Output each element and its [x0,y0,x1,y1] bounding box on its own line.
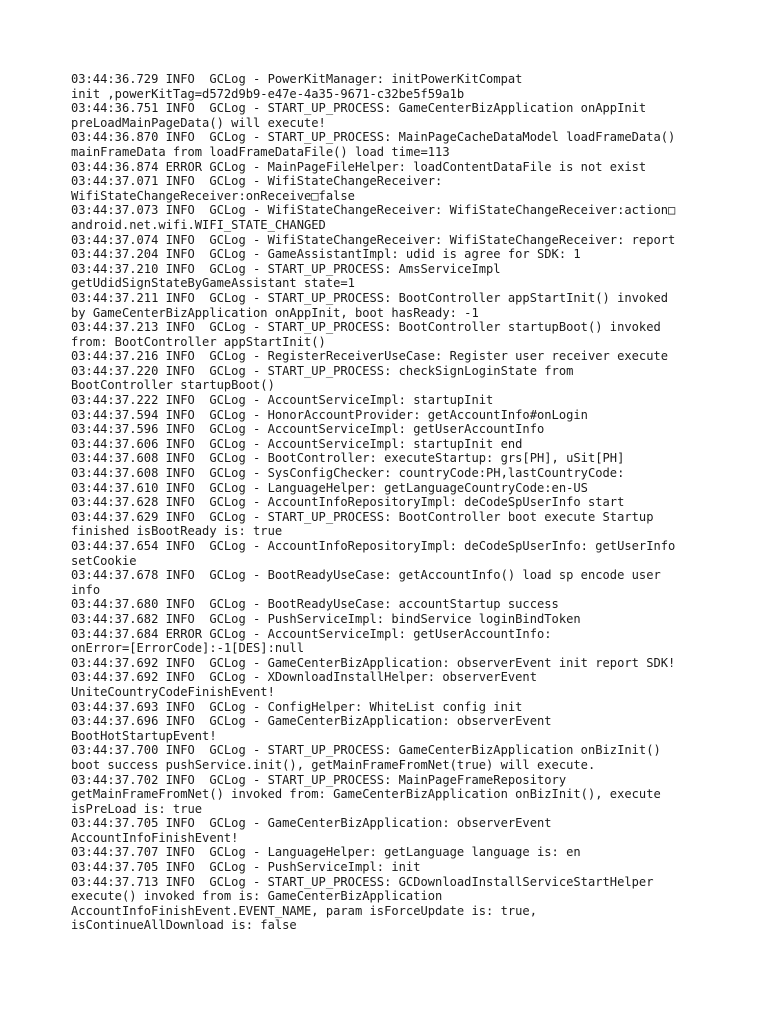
log-line: 03:44:37.216 INFO GCLog - RegisterReceiverUseCase: Register user receiver execute [71,349,669,364]
log-line: 03:44:37.608 INFO GCLog - SysConfigChecker: countryCode:PH,lastCountryCode: [71,466,625,481]
log-line: 03:44:36.729 INFO GCLog - PowerKitManager: initPowerKitCompat [71,72,523,86]
log-line: 03:44:37.682 INFO GCLog - PushServiceImpl: bindService loginBindToken [71,611,581,626]
log-line: 03:44:37.074 INFO GCLog - WifiStateChangeReceiver: WifiStateChangeReceiver: report [71,232,676,247]
log-line: preLoadMainPageData() will execute! [71,115,326,130]
log-line: 03:44:37.705 INFO GCLog - PushServiceImpl: init [71,860,421,875]
log-line: getMainFrameFromNet() invoked from: GameCenterBizApplication onBizInit(), execute [71,787,661,802]
log-line: 03:44:37.700 INFO GCLog - START_UP_PROCESS: GameCenterBizApplication onBizInit() [71,743,661,758]
log-line: 03:44:37.684 ERROR GCLog - AccountServiceImpl: getUserAccountInfo: [71,626,552,641]
log-line: 03:44:37.696 INFO GCLog - GameCenterBizApplication: observerEvent [71,714,552,729]
log-line: 03:44:37.707 INFO GCLog - LanguageHelper: getLanguage language is: en [71,845,581,860]
log-line: 03:44:37.213 INFO GCLog - START_UP_PROCESS: BootController startupBoot() invoked [71,320,661,335]
log-line: 03:44:37.628 INFO GCLog - AccountInfoRepositoryImpl: deCodeSpUserInfo start [71,495,625,510]
log-line: 03:44:37.610 INFO GCLog - LanguageHelper: getLanguageCountryCode:en-US [71,480,588,495]
log-line: 03:44:37.692 INFO GCLog - XDownloadInstallHelper: observerEvent [71,670,537,685]
log-line: BootHotStartupEvent! [71,728,217,743]
log-line: info [71,582,101,597]
log-line: 03:44:37.713 INFO GCLog - START_UP_PROCESS: GCDownloadInstallServiceStartHelper [71,874,654,889]
log-line: init ,powerKitTag=d572d9b9-e47e-4a35-9671-c32be5f59a1b [71,86,465,101]
log-line: finished isBootReady is: true [71,524,283,539]
log-line: by GameCenterBizApplication onAppInit, boot hasReady: -1 [71,305,479,320]
log-line: 03:44:37.594 INFO GCLog - HonorAccountProvider: getAccountInfo#onLogin [71,407,588,422]
log-line: 03:44:37.204 INFO GCLog - GameAssistantImpl: udid is agree for SDK: 1 [71,247,581,262]
log-line: 03:44:37.680 INFO GCLog - BootReadyUseCase: accountStartup success [71,597,559,612]
log-line: 03:44:37.071 INFO GCLog - WifiStateChangeReceiver: [71,174,443,189]
log-line: boot success pushService.init(), getMainFrameFromNet(true) will execute. [71,757,596,772]
log-line: 03:44:36.874 ERROR GCLog - MainPageFileHelper: loadContentDataFile is not exist [71,159,647,174]
log-line: 03:44:37.596 INFO GCLog - AccountServiceImpl: getUserAccountInfo [71,422,545,437]
log-line: 03:44:37.692 INFO GCLog - GameCenterBizApplication: observerEvent init report SDK! [71,655,676,670]
log-line: AccountInfoFinishEvent.EVENT_NAME, param isForceUpdate is: true, [71,903,537,918]
log-line: execute() invoked from is: GameCenterBizApplication [71,889,443,904]
log-line: android.net.wifi.WIFI_STATE_CHANGED [71,217,326,232]
log-line: BootController startupBoot() [71,378,275,393]
log-line: 03:44:37.222 INFO GCLog - AccountServiceImpl: startupInit [71,393,494,408]
log-line: from: BootController appStartInit() [71,334,326,349]
log-text-block [71,72,721,933]
log-line: 03:44:37.608 INFO GCLog - BootController: executeStartup: grs[PH], uSit[PH] [71,451,625,466]
log-line: getUdidSignStateByGameAssistant state=1 [71,276,355,291]
log-line: isContinueAllDownload is: false [71,918,297,933]
log-line: 03:44:37.606 INFO GCLog - AccountServiceImpl: startupInit end [71,436,523,451]
log-line: 03:44:37.702 INFO GCLog - START_UP_PROCESS: MainPageFrameRepository [71,772,567,787]
log-line: WifiStateChangeReceiver:onReceive□false [71,188,355,203]
log-line: mainFrameData from loadFrameDataFile() load time=113 [71,144,450,159]
log-line: 03:44:37.211 INFO GCLog - START_UP_PROCESS: BootController appStartInit() invoked [71,290,669,305]
log-line: setCookie [71,553,137,568]
log-line: 03:44:37.705 INFO GCLog - GameCenterBizApplication: observerEvent [71,816,552,831]
log-line: UniteCountryCodeFinishEvent! [71,684,275,699]
log-line: 03:44:37.654 INFO GCLog - AccountInfoRepositoryImpl: deCodeSpUserInfo: getUserInfo [71,539,676,553]
log-line: onError=[ErrorCode]:-1[DES]:null [71,641,304,656]
log-line: 03:44:37.210 INFO GCLog - START_UP_PROCESS: AmsServiceImpl [71,261,501,276]
log-line: 03:44:37.220 INFO GCLog - START_UP_PROCESS: checkSignLoginState from [71,363,574,378]
log-line: 03:44:37.693 INFO GCLog - ConfigHelper: WhiteList config init [71,699,523,714]
log-line: 03:44:37.073 INFO GCLog - WifiStateChangeReceiver: WifiStateChangeReceiver:action□ [71,203,676,218]
log-line: 03:44:37.678 INFO GCLog - BootReadyUseCase: getAccountInfo() load sp encode user [71,568,661,583]
log-line: AccountInfoFinishEvent! [71,830,239,845]
log-line: 03:44:36.751 INFO GCLog - START_UP_PROCESS: GameCenterBizApplication onAppInit [71,101,647,116]
log-line: isPreLoad is: true [71,801,203,816]
log-line: 03:44:36.870 INFO GCLog - START_UP_PROCESS: MainPageCacheDataModel loadFrameData() [71,130,676,145]
log-line: 03:44:37.629 INFO GCLog - START_UP_PROCESS: BootController boot execute Startup [71,509,654,524]
